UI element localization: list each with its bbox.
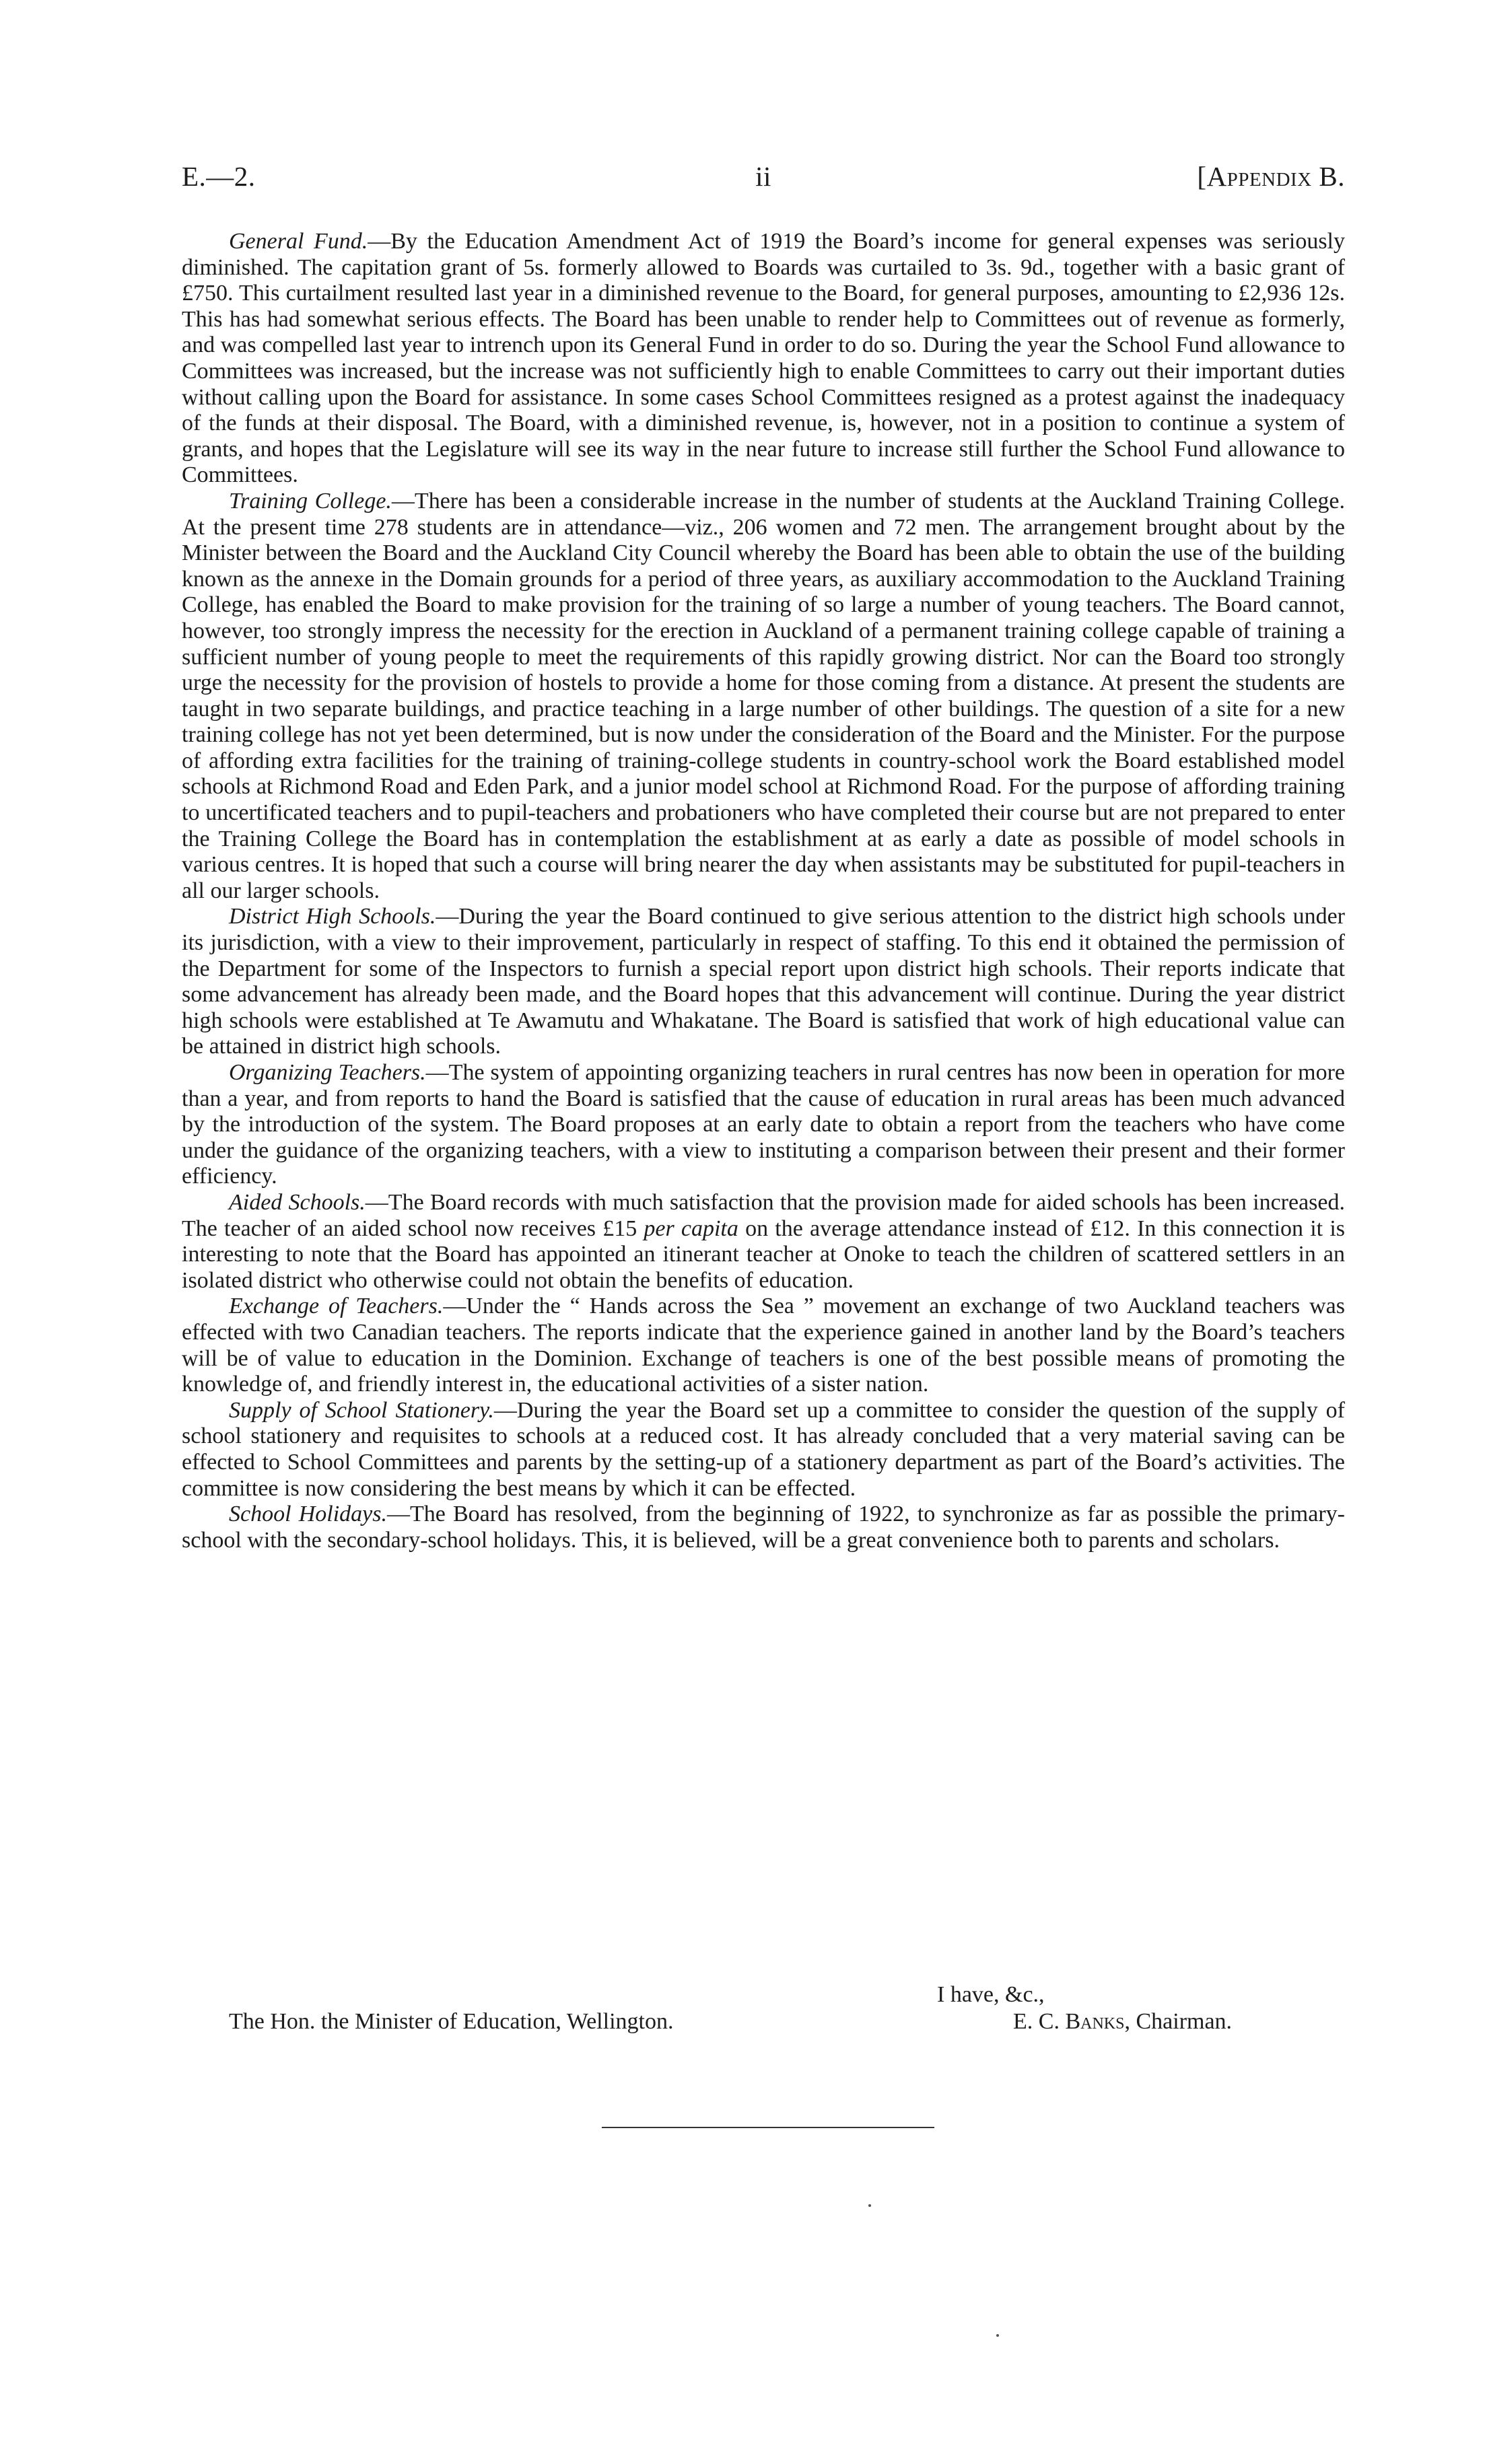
paragraph-training-college: [182, 489, 1345, 905]
page-header: [182, 160, 1345, 201]
paragraph-text: —During the year the Board continued to give serious attention to the district high schools under its jurisdiction, with a view to their improvement, particularly in respect of staffing. To this end it obtained the permission of the Department for some of the Inspectors to furnish a special report upon district high schools. Their reports indicate that some advancement has already been made, and the Board hopes that this advancement will continue. During the year district high schools were established at Te Awamutu and Whakatane. The Board is satisfied that work of high educational value can be attained in district high schools.: [182, 904, 1345, 1059]
addressee-line: The Hon. the Minister of Education, Wellington.: [229, 2009, 674, 2034]
report-body: [182, 229, 1345, 1553]
signatory-title: , Chairman.: [1124, 2009, 1233, 2034]
signatory-surname: Banks: [1065, 2009, 1125, 2034]
paragraph-heading: Training College.: [229, 488, 392, 514]
paragraph-text: —During the year the Board set up a committee to consider the question of the supply of school stationery and requisites to schools at a reduced cost. It has already concluded that a very material saving can be effected to School Committees and parents by the setting-up of a stationery department as part of the Board’s activities. The committee is now considering the best means by which it can be effected.: [182, 1397, 1346, 1501]
paragraph-text: —Under the “ Hands across the Sea ” movement an exchange of two Auckland teachers was effected with two Canadian teachers. The reports indicate that the experience gained in another land by the Board’s teachers will be of value to education in the Dominion. Exchange of teachers is one of the best possible means of promoting the knowledge of, and friendly interest in, the educational activities of a sister nation.: [182, 1294, 1346, 1397]
paragraph-text: on the average attendance instead of £12. In this connection it is interesting to note that the Board has appointed an itinerant teacher at Onoke to teach the children of scattered settlers in an isolated district who otherwise could not obtain the benefits of education.: [182, 1216, 1345, 1293]
signatory-line: [1013, 2009, 1232, 2035]
paragraph-school-holidays: [182, 1502, 1345, 1553]
paragraph-text: —The system of appointing organizing teachers in rural centres has now been in operation for more than a year, and from reports to hand the Board is satisfied that the cause of education in rural areas has been much advanced by the introduction of the system. The Board proposes at an early date to obtain a report from the teachers who have come under the guidance of the organizing teachers, with a view to instituting a comparison between their present and their former efficiency.: [182, 1060, 1346, 1189]
closing-phrase: I have, &c.,: [937, 1982, 1045, 2007]
section-divider: [602, 2127, 934, 2128]
paragraph-heading: Organizing Teachers.: [229, 1060, 426, 1085]
paragraph-text: —There has been a considerable increase in the number of students at the Auckland Training College. At the present time 278 students are in attendance—viz., 206 women and 72 men. The arrangement brought about by the Minister between the Board and the Auckland City Council whereby the Board has been able to obtain the use of the building known as the annexe in the Domain grounds for a period of three years, as auxiliary accommodation to the Auckland Training College, has enabled the Board to make provision for the training of so large a number of young teachers. The Board cannot, however, too strongly impress the necessity for the erection in Auckland of a permanent training college capable of training a sufficient number of young people to meet the requirements of this rapidly growing district. Nor can the Board too strongly urge the necessity for the provision of hostels to provide a home for those coming from a distance. At present the students are taught in two separate buildings, and practice teaching in a large number of other buildings. The question of a site for a new training college has not yet been determined, but is now under the consideration of the Board and the Minister. For the purpose of affording extra facilities for the training of training-college students in country-school work the Board established model schools at Richmond Road and Eden Park, and a junior model school at Richmond Road. For the purpose of affording training to uncertificated teachers and to pupil-teachers and probationers who have completed their course but are not prepared to enter the Training College the Board has in contemplation the establishment at as early a date as possible of model schools in various centres. It is hoped that such a course will bring nearer the day when assistants may be substituted for pupil-teachers in all our larger schools.: [182, 488, 1345, 903]
paragraph-heading: Exchange of Teachers.: [229, 1294, 444, 1319]
document-reference: E.—2.: [182, 161, 256, 192]
signatory-initials: E. C.: [1013, 2009, 1060, 2034]
paragraph-heading: Aided Schools.: [229, 1189, 366, 1215]
print-speck: [996, 2334, 999, 2337]
paragraph-organizing-teachers: [182, 1060, 1345, 1190]
paragraph-heading: General Fund.: [229, 229, 368, 254]
page-number: ii: [755, 161, 771, 192]
paragraph-emphasis: per capita: [644, 1216, 738, 1241]
print-speck: [868, 2204, 871, 2207]
appendix-bracket: [: [1197, 161, 1207, 192]
paragraph-exchange-of-teachers: [182, 1294, 1345, 1397]
appendix-label: [1197, 160, 1345, 192]
paragraph-text: —The Board records with much satisfaction that the provision made for aided schools has been increased. The teacher of an aided school now receives £15: [182, 1189, 1345, 1241]
paragraph-general-fund: [182, 229, 1345, 489]
paragraph-heading: School Holidays.: [229, 1502, 387, 1527]
paragraph-text: —The Board has resolved, from the beginning of 1922, to synchronize as far as possible the primary-school with the secondary-school holidays. This, it is believed, will be a great convenience both to parents and scholars.: [182, 1502, 1345, 1553]
appendix-text: Appendix B.: [1206, 161, 1345, 192]
paragraph-school-stationery: [182, 1398, 1345, 1502]
paragraph-district-high-schools: [182, 904, 1345, 1060]
paragraph-heading: District High Schools.: [229, 904, 436, 929]
paragraph-heading: Supply of School Stationery.: [229, 1397, 494, 1423]
paragraph-aided-schools: [182, 1190, 1345, 1294]
paragraph-text: —By the Education Amendment Act of 1919 the Board’s income for general expenses was seriously diminished. The capitation grant of 5s. formerly allowed to Boards was curtailed to 3s. 9d., together with a basic grant of £750. This curtailment resulted last year in a diminished revenue to the Board, for general purposes, amounting to £2,936 12s. This has had somewhat serious effects. The Board has been unable to render help to Committees out of revenue as formerly, and was compelled last year to intrench upon its General Fund in order to do so. During the year the School Fund allowance to Committees was increased, but the increase was not sufficiently high to enable Committees to carry out their important duties without calling upon the Board for assistance. In some cases School Committees resigned as a protest against the inadequacy of the funds at their disposal. The Board, with a diminished revenue, is, however, not in a position to continue a system of grants, and hopes that the Legislature will see its way in the near future to increase still further the School Fund allowance to Committees.: [182, 229, 1345, 488]
